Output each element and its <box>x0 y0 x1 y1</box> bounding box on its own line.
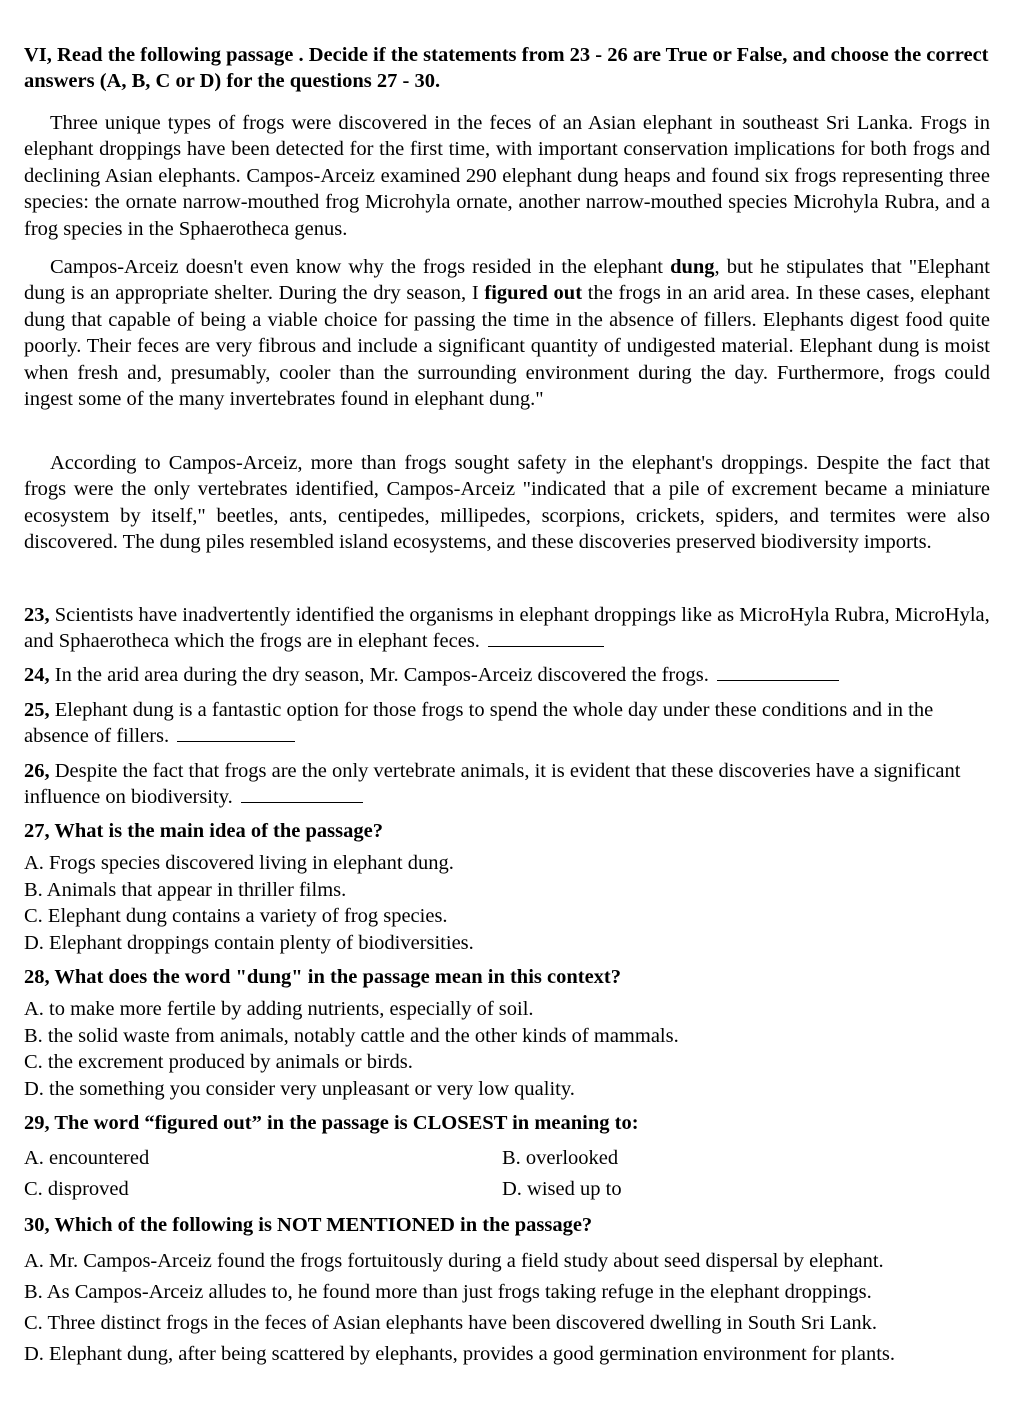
q29-option-d[interactable]: D. wised up to <box>502 1178 622 1200</box>
p2-bold-dung: dung <box>670 256 715 278</box>
p2-text-a: Campos-Arceiz doesn't even know why the frogs resided in the elephant <box>50 256 671 278</box>
question-27: 27, What is the main idea of the passage? <box>24 820 383 842</box>
q30-option-c[interactable]: C. Three distinct frogs in the feces of Asian elephants have been discovered dwelling in South Sri Lank. <box>24 1312 878 1334</box>
q29-option-c[interactable]: C. disproved <box>24 1178 129 1200</box>
question-23 <box>24 602 990 654</box>
q28-option-a[interactable]: A. to make more fertile by adding nutrients, especially of soil. <box>24 998 534 1020</box>
question-25 <box>24 697 990 749</box>
q27-option-a[interactable]: A. Frogs species discovered living in elephant dung. <box>24 852 454 874</box>
question-29: 29, The word “figured out” in the passage is CLOSEST in meaning to: <box>24 1112 639 1134</box>
q29-options-row-2 <box>24 1176 990 1202</box>
q25-answer-blank[interactable] <box>177 723 295 742</box>
q23-number: 23, <box>24 604 50 626</box>
q28-options <box>24 996 990 1102</box>
q25-text: Elephant dung is a fantastic option for those frogs to spend the whole day under these conditions and in the absence of fillers. <box>24 699 934 747</box>
q26-text: Despite the fact that frogs are the only vertebrate animals, it is evident that these discoveries have a significant influence on biodiversity. <box>24 760 961 808</box>
q30-options <box>24 1246 990 1370</box>
q23-answer-blank[interactable] <box>488 628 604 647</box>
question-30: 30, Which of the following is NOT MENTIONED in the passage? <box>24 1214 593 1236</box>
q29-options-row-1 <box>24 1145 990 1171</box>
p2-text-b: , but he stipulates that "Elephant dung is an appropriate shelter. During the dry season, I <box>24 256 990 305</box>
q30-option-a[interactable]: A. Mr. Campos-Arceiz found the frogs fortuitously during a field study about seed dispersal by elephant. <box>24 1250 884 1272</box>
question-26 <box>24 758 990 810</box>
q25-number: 25, <box>24 699 50 721</box>
p2-bold-figured-out: figured out <box>484 282 583 305</box>
q27-option-c[interactable]: C. Elephant dung contains a variety of frog species. <box>24 905 448 928</box>
q27-option-b[interactable]: B. Animals that appear in thriller films. <box>24 878 347 901</box>
question-24 <box>24 662 990 688</box>
q28-option-b[interactable]: B. the solid waste from animals, notably cattle and the other kinds of mammals. <box>24 1024 679 1047</box>
q26-answer-blank[interactable] <box>241 784 363 803</box>
passage-paragraph-3: According to Campos-Arceiz, more than frogs sought safety in the elephant's droppings. Despite the fact that frogs were the only vertebrates identified, Campos-Arceiz "indicated that a pile of excrement became a miniature ecosystem by itself," beetles, ants, centipedes, millipedes, scorpions, crickets, spiders, and termites were also discovered. The dung piles resembled island ecosystems, and these discoveries preserved biodiversity imports. <box>24 452 990 554</box>
q30-option-b[interactable]: B. As Campos-Arceiz alludes to, he found more than just frogs taking refuge in the elephant droppings. <box>24 1281 872 1303</box>
passage-paragraph-2 <box>24 254 990 412</box>
q28-option-c[interactable]: C. the excrement produced by animals or birds. <box>24 1051 413 1074</box>
q29-option-a[interactable]: A. encountered <box>24 1147 150 1169</box>
q27-options <box>24 850 990 956</box>
q24-text: In the arid area during the dry season, Mr. Campos-Arceiz discovered the frogs. <box>49 664 709 686</box>
q27-option-d[interactable]: D. Elephant droppings contain plenty of biodiversities. <box>24 931 474 954</box>
q24-answer-blank[interactable] <box>717 662 839 681</box>
question-28: 28, What does the word "dung" in the passage mean in this context? <box>24 966 622 988</box>
p2-text-c: the frogs in an arid area. In these cases, elephant dung that capable of being a viable choice for passing the time in the absence of fillers. Elephants digest food quite poorly. Their feces are very fibrous and include a significant quantity of undigested material. Elephant dung is moist when fresh and, presumably, cooler than the surrounding environment during the day. Furthermore, frogs could ingest some of the many invertebrates found in elephant dung." <box>24 282 990 411</box>
q26-number: 26, <box>24 760 50 782</box>
q29-option-b[interactable]: B. overlooked <box>502 1147 619 1169</box>
q23-text: Scientists have inadvertently identified the organisms in elephant droppings like as MicroHyla Rubra, MicroHyla, and Sphaerotheca which the frogs are in elephant feces. <box>24 604 990 652</box>
q24-number: 24, <box>24 664 50 686</box>
section-heading: VI, Read the following passage . Decide if the statements from 23 - 26 are True or False, and choose the correct answers (A, B, C or D) for the questions 27 - 30. <box>24 44 989 92</box>
q28-option-d[interactable]: D. the something you consider very unpleasant or very low quality. <box>24 1077 575 1100</box>
q30-option-d[interactable]: D. Elephant dung, after being scattered by elephants, provides a good germination environment for plants. <box>24 1343 895 1365</box>
passage-paragraph-1: Three unique types of frogs were discovered in the feces of an Asian elephant in southeast Sri Lanka. Frogs in elephant droppings have been detected for the first time, with important conservation implications for both frogs and declining Asian elephants. Campos-Arceiz examined 290 elephant dung heaps and found six frogs representing three species: the ornate narrow-mouthed frog Microhyla ornate, another narrow-mouthed species Microhyla Rubra, and a frog species in the Sphaerotheca genus. <box>24 112 990 240</box>
